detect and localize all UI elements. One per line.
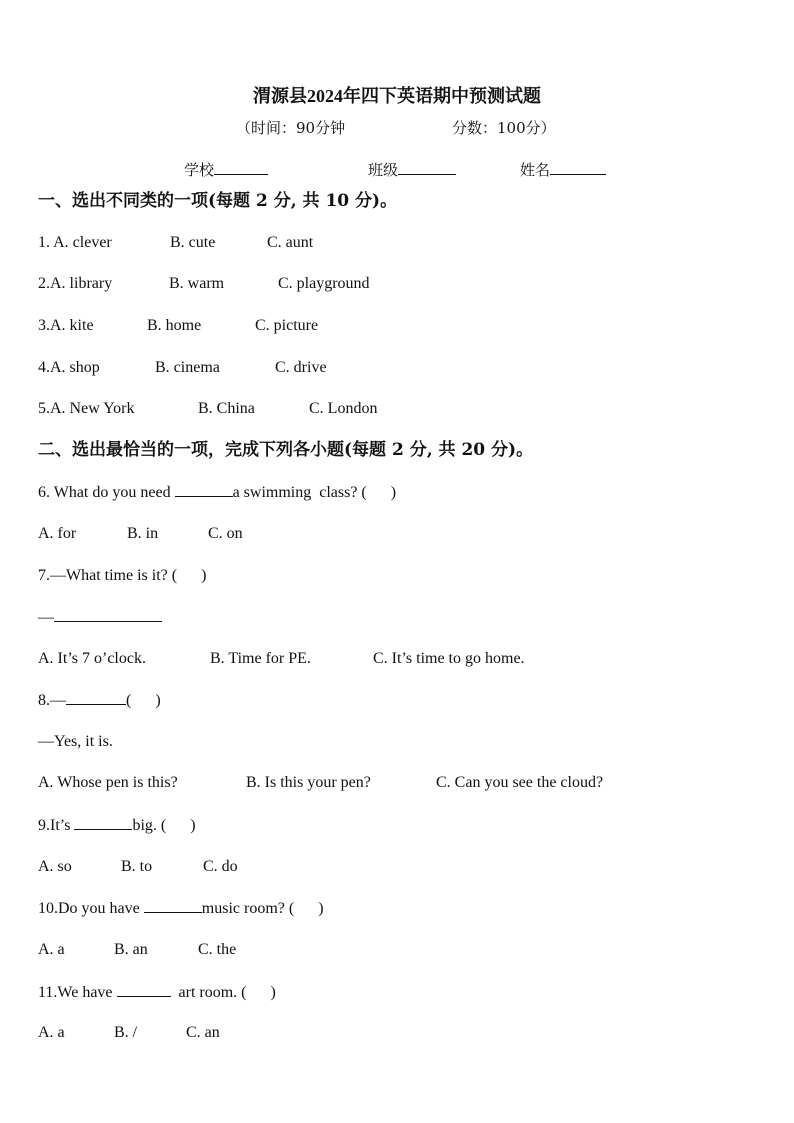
q9-option-a: A. so — [38, 858, 72, 875]
name-label: 姓名 — [520, 161, 551, 179]
q9-option-c: C. do — [203, 858, 238, 875]
q10-stem-end: music room? ( ) — [201, 900, 324, 917]
q8-stem-end: ( ) — [126, 692, 161, 709]
q7-blank[interactable] — [54, 607, 162, 622]
q5-option-a: 5.A. New York — [38, 400, 135, 417]
q1-option-b: B. cute — [170, 234, 216, 251]
q1-option-a: 1. A. clever — [38, 234, 112, 251]
q4-option-b: B. cinema — [155, 359, 220, 376]
school-blank[interactable] — [214, 160, 268, 175]
q6-option-b: B. in — [127, 525, 159, 542]
q3-option-a: 3.A. kite — [38, 317, 94, 334]
q2-option-a: 2.A. library — [38, 275, 113, 292]
q10-option-a: A. a — [38, 941, 65, 958]
q10-stem-start: 10.Do you have — [38, 900, 144, 917]
q9-stem — [38, 815, 196, 836]
q3-option-b: B. home — [147, 317, 202, 334]
q1-option-c: C. aunt — [267, 234, 314, 251]
name-blank[interactable] — [550, 160, 606, 175]
q10-stem — [38, 898, 324, 919]
section1-heading: 一、选出不同类的一项(每题 2 分, 共 10 分)。 — [38, 191, 398, 211]
q9-stem-start: 9.It’s — [38, 817, 75, 834]
q8-stem — [38, 690, 161, 711]
q2-option-b: B. warm — [169, 275, 225, 292]
q6-option-a: A. for — [38, 525, 77, 542]
q6-stem-end: a swimming class? ( ) — [232, 484, 397, 501]
q3-option-c: C. picture — [255, 317, 319, 334]
q4-option-a: 4.A. shop — [38, 359, 100, 376]
exam-score: 分数：100分） — [452, 119, 556, 137]
q2-option-c: C. playground — [278, 275, 370, 292]
q8-option-c: C. Can you see the cloud? — [436, 774, 604, 791]
section2-heading: 二、选出最恰当的一项，完成下列各小题(每题 2 分, 共 20 分)。 — [38, 440, 534, 460]
q7-option-c: C. It’s time to go home. — [373, 650, 525, 667]
q8-stem-start: 8.— — [38, 692, 66, 709]
class-label: 班级 — [368, 161, 399, 179]
q8-blank[interactable] — [66, 690, 126, 705]
q5-option-b: B. China — [198, 400, 255, 417]
name-field[interactable] — [520, 160, 606, 180]
q7-dash: — — [38, 609, 54, 626]
exam-time: （时间：90分钟 — [236, 119, 346, 137]
q11-stem — [38, 982, 276, 1003]
q11-option-c: C. an — [186, 1024, 220, 1041]
q10-option-c: C. the — [198, 941, 237, 958]
q8-reply: —Yes, it is. — [38, 733, 113, 750]
q8-option-a: A. Whose pen is this? — [38, 774, 178, 791]
q9-option-b: B. to — [121, 858, 153, 875]
q7-answer-line[interactable] — [38, 607, 162, 628]
q11-option-a: A. a — [38, 1024, 65, 1041]
q7-option-b: B. Time for PE. — [210, 650, 311, 667]
q9-blank[interactable] — [74, 815, 132, 830]
q6-blank[interactable] — [175, 482, 233, 497]
q11-stem-start: 11.We have — [38, 984, 117, 1001]
q6-stem — [38, 482, 396, 503]
school-field[interactable] — [184, 160, 268, 180]
q9-stem-end: big. ( ) — [132, 817, 196, 834]
q8-option-b: B. Is this your pen? — [246, 774, 371, 791]
q11-blank[interactable] — [117, 982, 171, 997]
q11-option-b: B. / — [114, 1024, 138, 1041]
q10-blank[interactable] — [144, 898, 202, 913]
q6-stem-start: 6. What do you need — [38, 484, 175, 501]
page-title: 渭源县2024年四下英语期中预测试题 — [253, 86, 541, 106]
q7-stem: 7.—What time is it? ( ) — [38, 567, 207, 584]
q4-option-c: C. drive — [275, 359, 327, 376]
q6-option-c: C. on — [208, 525, 243, 542]
class-blank[interactable] — [398, 160, 456, 175]
q10-option-b: B. an — [114, 941, 148, 958]
school-label: 学校 — [184, 161, 215, 179]
q11-stem-end: art room. ( ) — [170, 984, 276, 1001]
q5-option-c: C. London — [309, 400, 378, 417]
q7-option-a: A. It’s 7 o’clock. — [38, 650, 146, 667]
class-field[interactable] — [368, 160, 456, 180]
